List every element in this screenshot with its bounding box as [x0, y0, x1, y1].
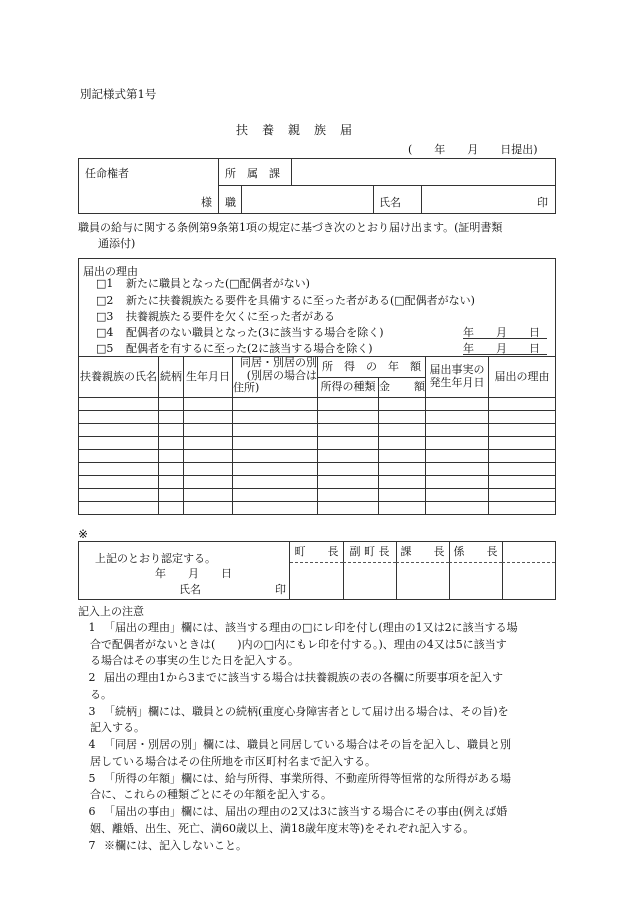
reasons-heading: 届出の理由: [83, 265, 138, 278]
intro-text-2: 通添付): [98, 237, 136, 250]
reason-checkbox[interactable]: □4: [96, 326, 114, 339]
col-income-amount: 金 額: [379, 378, 426, 398]
note-item: [80, 771, 558, 804]
col-reason: 届出の理由: [489, 357, 556, 398]
table-cell[interactable]: [489, 489, 556, 502]
note-text: 「所得の年額」欄には、給与所得、事業所得、不動産所得等恒常的な所得がある場: [104, 771, 511, 785]
appointer-label: 任命権者: [85, 167, 129, 180]
table-cell[interactable]: [379, 437, 426, 450]
certify-seal: 印: [275, 583, 286, 596]
sama-label: 様: [201, 196, 212, 209]
table-row: [79, 502, 556, 515]
note-text: 記入する。: [90, 721, 145, 734]
stamp-box: [396, 542, 450, 599]
table-cell[interactable]: [184, 411, 233, 424]
reason-checkbox[interactable]: □3: [96, 310, 114, 323]
note-text: 「届出の理由」欄には、該当する理由の□にレ印を付し(理由の1又は2に該当する場: [104, 621, 518, 634]
reason-checkbox[interactable]: □1: [96, 277, 114, 290]
table-cell[interactable]: [426, 411, 489, 424]
note-number: 4: [88, 738, 96, 751]
table-row: [79, 476, 556, 489]
table-cell[interactable]: [426, 476, 489, 489]
table-cell[interactable]: [379, 450, 426, 463]
table-cell[interactable]: [79, 424, 159, 437]
table-cell[interactable]: [426, 502, 489, 515]
reason-checkbox[interactable]: □2: [96, 294, 114, 307]
stamp-box: [502, 542, 555, 599]
reason-text: 配偶者のない職員となった(3に該当する場合を除く): [126, 326, 384, 339]
table-cell[interactable]: [233, 437, 318, 450]
table-cell[interactable]: [379, 476, 426, 489]
table-cell[interactable]: [489, 450, 556, 463]
stamp-box: [343, 542, 397, 599]
note-number: 6: [88, 805, 96, 818]
table-cell[interactable]: [318, 502, 379, 515]
page-title: 扶 養 親 族 届: [236, 123, 354, 137]
stamp-label: 副 町 長: [343, 542, 396, 563]
reason-option-3[interactable]: [96, 308, 546, 323]
table-cell[interactable]: [489, 476, 556, 489]
reason-text: 新たに職員となった(□配偶者がない): [126, 277, 310, 290]
note-text: 届出の理由1から3までに該当する場合は扶養親族の表の各欄に所要事項を記入す: [104, 671, 503, 684]
approval-box: [78, 541, 556, 600]
table-cell[interactable]: [489, 411, 556, 424]
note-number: 2: [88, 671, 96, 684]
seal-mark: 印: [537, 196, 548, 209]
table-cell[interactable]: [426, 489, 489, 502]
table-cell[interactable]: [159, 437, 184, 450]
table-cell[interactable]: [79, 411, 159, 424]
table-cell[interactable]: [159, 489, 184, 502]
col-event-date: 届出事実の 発生年月日: [426, 357, 489, 398]
note-text: 「続柄」欄には、職員との続柄(重度心身障害者として届け出る場合は、その旨)を: [104, 704, 509, 718]
stamp-box: [290, 542, 344, 599]
certify-name: 氏名: [179, 583, 201, 596]
table-cell[interactable]: [379, 463, 426, 476]
col-income: 所 得 の 年 額: [318, 357, 426, 378]
table-cell[interactable]: [159, 463, 184, 476]
reason-checkbox[interactable]: □5: [96, 342, 114, 355]
table-cell[interactable]: [79, 502, 159, 515]
note-text: 姻、離婚、出生、死亡、満60歳以上、満18歳年度末等)をそれぞれ記入する。: [90, 821, 475, 835]
reason-text: 配偶者を有するに至った(2に該当する場合を除く): [126, 342, 373, 355]
reason-option-2[interactable]: [96, 292, 546, 307]
table-cell[interactable]: [79, 398, 159, 411]
dept-label: 所 属 課: [225, 167, 280, 180]
table-cell[interactable]: [233, 476, 318, 489]
table-cell[interactable]: [184, 476, 233, 489]
table-cell[interactable]: [379, 398, 426, 411]
table-cell[interactable]: [159, 450, 184, 463]
table-cell[interactable]: [233, 463, 318, 476]
note-item: [80, 838, 558, 855]
table-cell[interactable]: [79, 450, 159, 463]
stamp-label: 町 長: [290, 542, 343, 563]
table-cell[interactable]: [159, 411, 184, 424]
table-row: [79, 437, 556, 450]
table-cell[interactable]: [233, 489, 318, 502]
stamp-box: [449, 542, 503, 599]
reason-option-5[interactable]: [96, 340, 546, 355]
table-cell[interactable]: [159, 424, 184, 437]
header-box: [78, 158, 556, 214]
col-relation: 続柄: [159, 357, 184, 398]
note-text: 「同居・別居の別」欄には、職員と同居している場合はその旨を記入し、職員と別: [104, 738, 511, 751]
table-cell[interactable]: [159, 476, 184, 489]
col-name: 扶養親族の氏名: [79, 357, 159, 398]
dependents-table: [78, 356, 556, 515]
reason-option-1[interactable]: [96, 275, 546, 290]
note-number: 3: [88, 704, 96, 718]
table-cell[interactable]: [426, 424, 489, 437]
table-cell[interactable]: [318, 489, 379, 502]
table-cell[interactable]: [318, 476, 379, 489]
stamp-label: [502, 542, 555, 563]
table-cell[interactable]: [379, 411, 426, 424]
stamp-label: 課 長: [396, 542, 449, 563]
table-cell[interactable]: [233, 411, 318, 424]
intro-text: 職員の給与に関する条例第9条第1項の規定に基づき次のとおり届け出ます。(証明書類: [78, 221, 503, 234]
note-item: [80, 670, 558, 703]
note-text: 合で配偶者がないときは( )内の□内にもレ印を付する。)、理由の4又は5に該当す: [90, 637, 507, 651]
table-cell[interactable]: [489, 463, 556, 476]
table-cell[interactable]: [489, 437, 556, 450]
name-label: 氏名: [379, 196, 401, 209]
note-text: 合に、これらの種類ごとにその年額を記入する。: [90, 788, 332, 801]
table-cell[interactable]: [318, 450, 379, 463]
reason-text: 新たに扶養親族たる要件を具備するに至った者がある(□配偶者がない): [126, 294, 475, 307]
col-income-type: 所得の種類: [318, 378, 379, 398]
table-cell[interactable]: [233, 398, 318, 411]
certify-text: 上記のとおり認定する。: [95, 552, 216, 565]
note-text: る場合はその事実の生じた日を記入する。: [90, 654, 299, 667]
table-cell[interactable]: [184, 489, 233, 502]
table-cell[interactable]: [233, 424, 318, 437]
table-cell[interactable]: [318, 411, 379, 424]
table-cell[interactable]: [489, 502, 556, 515]
certify-date: 年 月 日: [155, 567, 232, 580]
table-cell[interactable]: [79, 476, 159, 489]
table-cell[interactable]: [489, 424, 556, 437]
table-cell[interactable]: [318, 463, 379, 476]
table-cell[interactable]: [318, 424, 379, 437]
note-item: [80, 737, 558, 770]
table-cell[interactable]: [233, 450, 318, 463]
note-text: 「届出の事由」欄には、届出の理由の2又は3に該当する場合にその事由(例えば婚: [104, 805, 508, 818]
form-number: 別記様式第1号: [80, 87, 157, 101]
table-cell[interactable]: [426, 398, 489, 411]
table-cell[interactable]: [159, 398, 184, 411]
table-row: [79, 398, 556, 411]
note-item: [80, 804, 558, 837]
table-cell[interactable]: [489, 398, 556, 411]
reason-date: 年 月 日: [463, 324, 547, 339]
col-cohab: 同居・別居の別 (別居の場合は 住所): [233, 357, 318, 398]
asterisk-mark: ※: [78, 527, 89, 541]
table-cell[interactable]: [79, 463, 159, 476]
table-cell[interactable]: [79, 489, 159, 502]
note-text: 居している場合はその住所地を市区町村名まで記入する。: [90, 754, 376, 768]
reason-date: 年 月 日: [463, 340, 547, 355]
col-birth: 生年月日: [184, 357, 233, 398]
table-cell[interactable]: [318, 437, 379, 450]
table-cell[interactable]: [426, 450, 489, 463]
table-cell[interactable]: [379, 424, 426, 437]
table-row: [79, 411, 556, 424]
table-cell[interactable]: [184, 424, 233, 437]
reason-option-4[interactable]: [96, 324, 546, 339]
submission-date: ( 年 月 日提出): [408, 143, 538, 156]
table-row: [79, 450, 556, 463]
stamp-label: 係 長: [449, 542, 502, 563]
table-cell[interactable]: [318, 398, 379, 411]
table-cell[interactable]: [233, 502, 318, 515]
table-cell[interactable]: [426, 463, 489, 476]
table-cell[interactable]: [159, 502, 184, 515]
note-number: 1: [88, 621, 96, 634]
table-cell[interactable]: [379, 502, 426, 515]
table-cell[interactable]: [184, 463, 233, 476]
table-cell[interactable]: [379, 489, 426, 502]
table-row: [79, 424, 556, 437]
table-cell[interactable]: [184, 450, 233, 463]
note-text: ※欄には、記入しないこと。: [104, 838, 247, 852]
table-row: [79, 489, 556, 502]
post-label: 職: [225, 196, 236, 209]
notes-heading: 記入上の注意: [78, 605, 144, 618]
reason-text: 扶養親族たる要件を欠くに至った者がある: [126, 310, 335, 323]
note-number: 5: [88, 771, 96, 785]
table-cell[interactable]: [184, 502, 233, 515]
table-cell[interactable]: [184, 398, 233, 411]
table-cell[interactable]: [426, 437, 489, 450]
note-text: る。: [90, 687, 112, 701]
note-item: [80, 620, 558, 670]
note-number: 7: [88, 838, 96, 852]
table-cell[interactable]: [79, 437, 159, 450]
table-cell[interactable]: [184, 437, 233, 450]
table-row: [79, 463, 556, 476]
note-item: [80, 704, 558, 737]
